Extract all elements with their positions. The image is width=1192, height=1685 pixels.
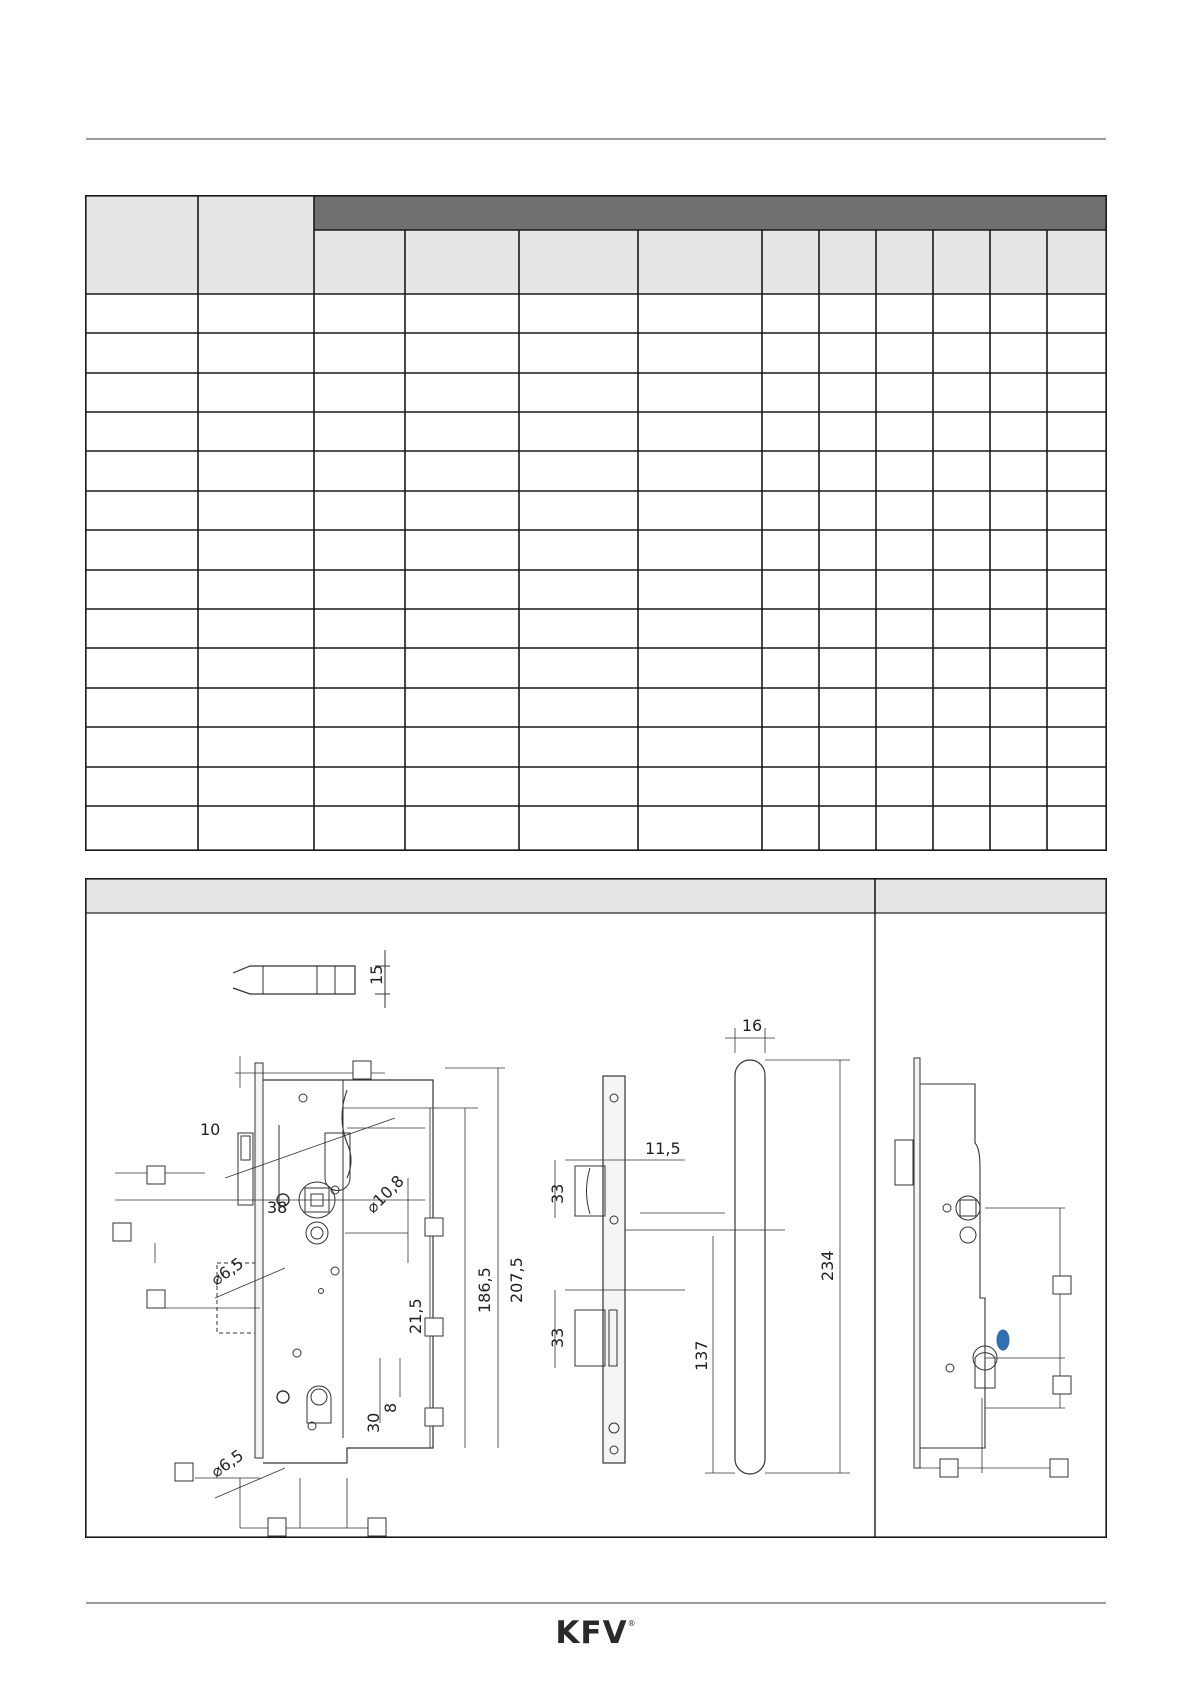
callout-box xyxy=(147,1166,165,1184)
callout-box xyxy=(1053,1276,1071,1294)
callout-box xyxy=(425,1408,443,1426)
registered-mark: ® xyxy=(627,1619,637,1628)
callout-box xyxy=(1053,1376,1071,1394)
logo-text: KFV xyxy=(555,1615,628,1651)
top-rule xyxy=(86,138,1106,140)
callout-box xyxy=(353,1061,371,1079)
dim-case-height: 207,5 xyxy=(507,1257,526,1303)
dim-cylinder-hole: ⌀10,8 xyxy=(362,1171,408,1217)
technical-drawings xyxy=(85,878,1107,1538)
callout-box xyxy=(425,1318,443,1336)
dim-hole-bottom: ⌀6,5 xyxy=(207,1445,248,1482)
dim-faceplate-width: 16 xyxy=(741,1016,763,1035)
table-header-group-bar xyxy=(314,195,1107,230)
callout-box xyxy=(940,1459,958,1477)
dim-follower-to-cylinder: 21,5 xyxy=(406,1298,425,1334)
kfv-logo xyxy=(0,1615,1192,1651)
dim-square-offset: 38 xyxy=(267,1198,288,1217)
dim-strike-hole-top: 33 xyxy=(548,1183,567,1204)
dim-strike-hole-bottom: 33 xyxy=(548,1327,567,1348)
faceplate-drawing xyxy=(692,1016,850,1474)
dim-hole-top: ⌀6,5 xyxy=(207,1253,248,1290)
callout-box xyxy=(425,1218,443,1236)
dim-strike-full: 186,5 xyxy=(475,1267,494,1313)
spec-table xyxy=(85,195,1107,851)
table-header-sub-bg xyxy=(314,230,1107,294)
lock-case-drawing xyxy=(113,950,526,1536)
callout-box xyxy=(1050,1459,1068,1477)
dim-cylinder-offset: 8 xyxy=(381,1402,400,1413)
drawing-panel-frame xyxy=(86,879,1106,1537)
dim-backset: 10 xyxy=(200,1120,221,1139)
callout-box xyxy=(113,1223,131,1241)
dim-faceplate-height: 234 xyxy=(818,1250,837,1281)
small-lock-drawing xyxy=(895,1058,1071,1477)
table-header-left-bg xyxy=(85,195,314,294)
dim-cylinder-depth: 30 xyxy=(364,1412,383,1433)
dim-latch-height: 15 xyxy=(367,964,386,985)
drawing-header-left xyxy=(86,879,875,913)
strike-plate-drawing xyxy=(548,1076,785,1463)
bottom-rule xyxy=(86,1602,1106,1604)
dim-strike-offset: 11,5 xyxy=(645,1139,681,1158)
dim-faceplate-center: 137 xyxy=(692,1340,711,1371)
callout-box xyxy=(147,1290,165,1308)
callout-box xyxy=(175,1463,193,1481)
callout-box xyxy=(268,1518,286,1536)
callout-box xyxy=(368,1518,386,1536)
drawing-header-right xyxy=(875,879,1106,913)
